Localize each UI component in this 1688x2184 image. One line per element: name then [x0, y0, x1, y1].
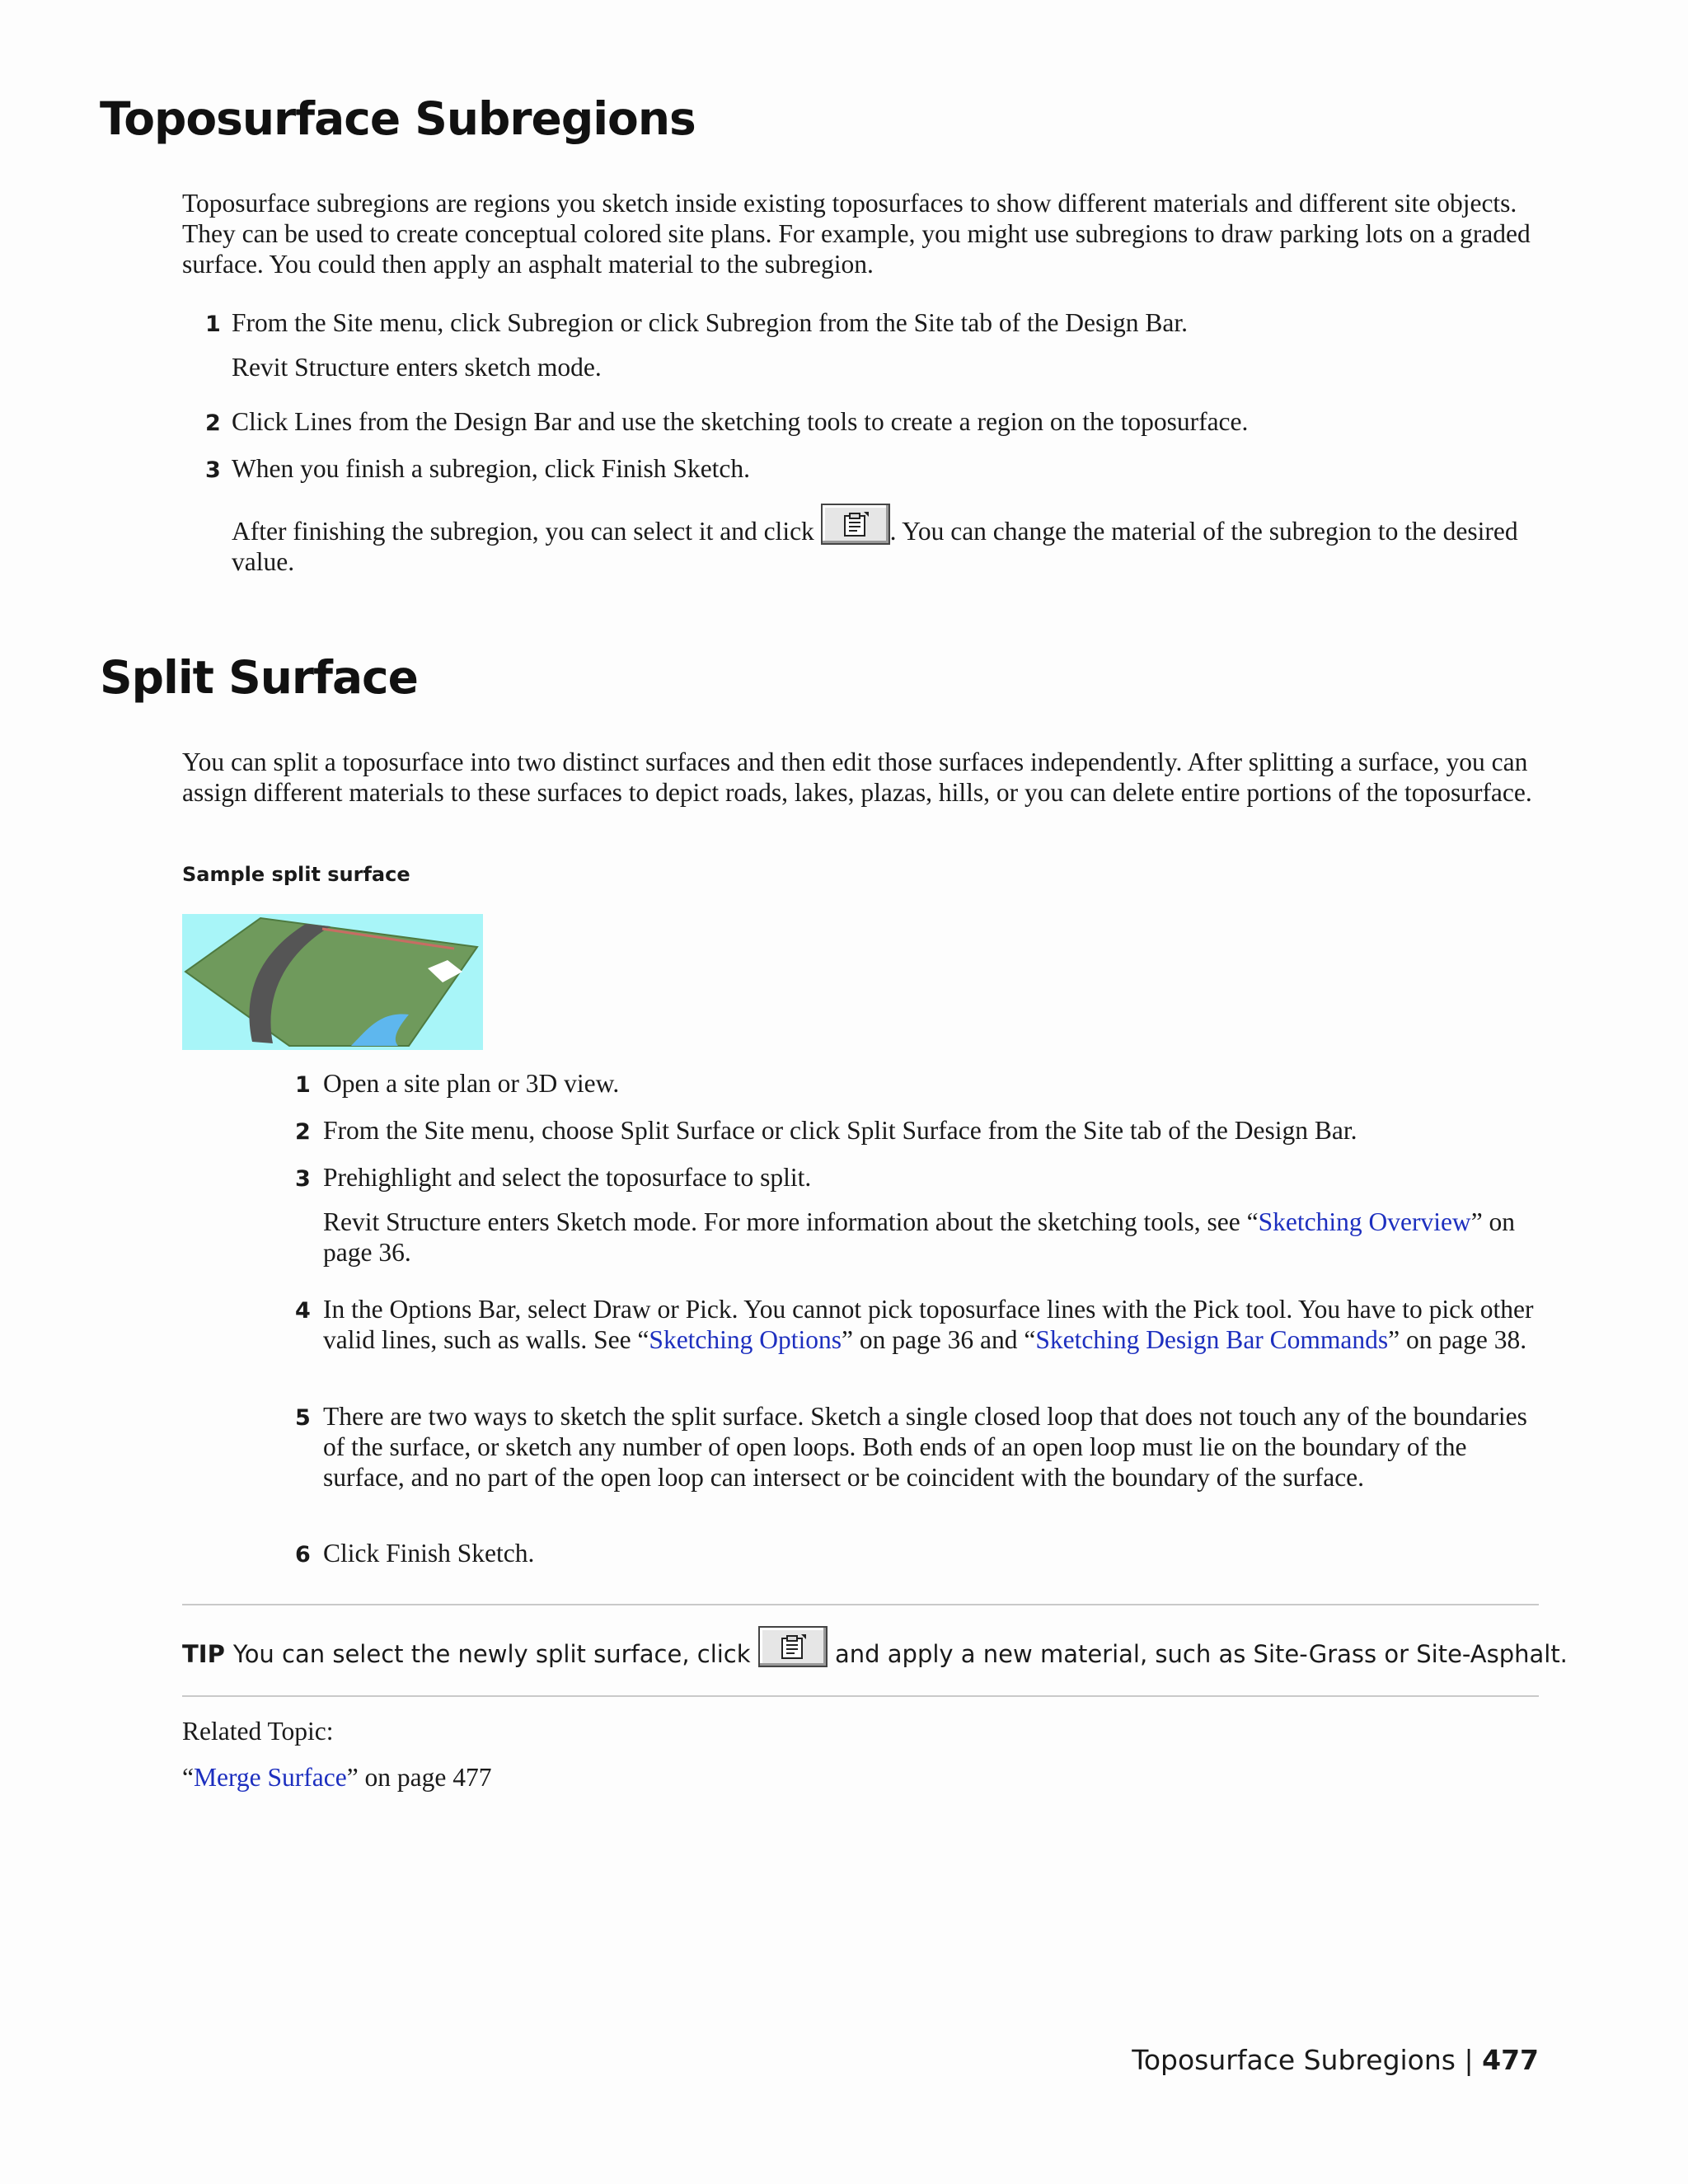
step-note-before: After finishing the subregion, you can select it and click	[232, 517, 814, 546]
step-text: Click Finish Sketch.	[323, 1539, 535, 1568]
link-merge-surface[interactable]: Merge Surface	[193, 1763, 347, 1792]
split-step-4	[295, 1294, 1543, 1355]
divider-top	[182, 1604, 1539, 1605]
divider-bottom	[182, 1695, 1539, 1697]
step-number: 5	[295, 1405, 311, 1431]
split-step-1	[295, 1068, 620, 1099]
step-number: 2	[295, 1119, 311, 1145]
split-step-5	[295, 1401, 1543, 1493]
tip-box	[182, 1626, 1568, 1668]
step-number: 6	[295, 1542, 311, 1568]
step-number: 1	[205, 312, 221, 337]
sample-split-surface-image	[182, 914, 483, 1050]
subregion-step-3	[205, 453, 751, 484]
subregion-step-3-note	[232, 504, 1542, 577]
step-note-after: . You can change the material of the subregion to the desired value.	[232, 517, 1518, 576]
split-step-3-note	[323, 1207, 1543, 1268]
element-properties-button[interactable]	[758, 1626, 828, 1667]
subregions-intro: Toposurface subregions are regions you sketch inside existing toposurfaces to show different materials and different site objects. They can be used to create conceptual colored site plans. For example, you might use subregions to draw parking lots on a graded surface. You could then apply an asphalt material to the subregion.	[182, 189, 1531, 279]
figure-caption: Sample split surface	[182, 863, 410, 886]
page-footer	[1132, 2044, 1539, 2076]
step-text: ” on page 36 and “	[842, 1325, 1036, 1354]
properties-icon	[842, 510, 870, 538]
link-sketching-options[interactable]: Sketching Options	[649, 1325, 842, 1354]
split-step-3	[295, 1162, 812, 1193]
step-note: Revit Structure enters sketch mode.	[232, 353, 602, 382]
step-text: Prehighlight and select the toposurface to split.	[323, 1163, 812, 1192]
footer-separator: |	[1464, 2044, 1474, 2076]
step-text: Open a site plan or 3D view.	[323, 1069, 620, 1098]
split-intro: You can split a toposurface into two distinct surfaces and then edit those surfaces independently. After splitting a surface, you can assign different materials to these surfaces to depict roads, lakes, plazas, hills, or you can delete entire portions of the toposurface.	[182, 748, 1532, 807]
related-page-ref: ” on page 477	[346, 1763, 492, 1792]
step-text: From the Site menu, click Subregion or click Subregion from the Site tab of the Design Bar.	[232, 308, 1189, 337]
related-label-text: Related Topic:	[182, 1717, 334, 1746]
split-step-2	[295, 1115, 1357, 1146]
heading-split-surface: Split Surface	[100, 651, 418, 704]
heading-toposurface-subregions: Toposurface Subregions	[100, 92, 696, 145]
tip-text-before: You can select the newly split surface, click	[232, 1640, 751, 1668]
step-number: 4	[295, 1298, 311, 1324]
link-sketching-overview[interactable]: Sketching Overview	[1258, 1207, 1471, 1236]
step-text: In the Options Bar, select Draw or Pick. You cannot pick toposurface lines with the Pick tool. You have to pick other valid lines, such as walls. See “	[323, 1295, 1534, 1354]
footer-title: Toposurface Subregions	[1132, 2044, 1456, 2076]
step-number: 2	[205, 410, 221, 436]
link-sketching-design-bar-commands[interactable]: Sketching Design Bar Commands	[1035, 1325, 1389, 1354]
step-text: Click Lines from the Design Bar and use the sketching tools to create a region on the toposurface.	[232, 407, 1249, 436]
subregion-step-2	[205, 406, 1249, 437]
tip-text-after: and apply a new material, such as Site-Grass or Site-Asphalt.	[835, 1640, 1568, 1668]
step-number: 3	[295, 1166, 311, 1192]
subregion-step-1	[205, 307, 1189, 338]
related-topic-label	[182, 1716, 334, 1746]
note-text: Revit Structure enters Sketch mode. For more information about the sketching tools, see “	[323, 1207, 1259, 1236]
related-topic-link-line	[182, 1762, 492, 1793]
step-text: There are two ways to sketch the split surface. Sketch a single closed loop that does not touch any of the boundaries of the surface, or sketch any number of open loops. Both ends of an open loop must lie on the boundary of the surface, and no part of the open loop can intersect or be coincident with the boundary of the surface.	[323, 1402, 1527, 1492]
step-text: When you finish a subregion, click Finish Sketch.	[232, 454, 751, 483]
quote: “	[182, 1763, 194, 1792]
split-step-6	[295, 1538, 535, 1568]
tip-label: TIP	[182, 1640, 225, 1668]
note-text: ” on page 36.	[323, 1207, 1516, 1267]
step-text: ” on page 38.	[1388, 1325, 1527, 1354]
step-number: 1	[295, 1072, 311, 1098]
subregion-step-1-note	[232, 352, 602, 382]
properties-icon	[780, 1633, 808, 1661]
page-number: 477	[1482, 2044, 1539, 2076]
element-properties-button[interactable]	[821, 504, 890, 545]
step-text: From the Site menu, choose Split Surface or click Split Surface from the Site tab of the Design Bar.	[323, 1116, 1357, 1145]
step-number: 3	[205, 457, 221, 483]
